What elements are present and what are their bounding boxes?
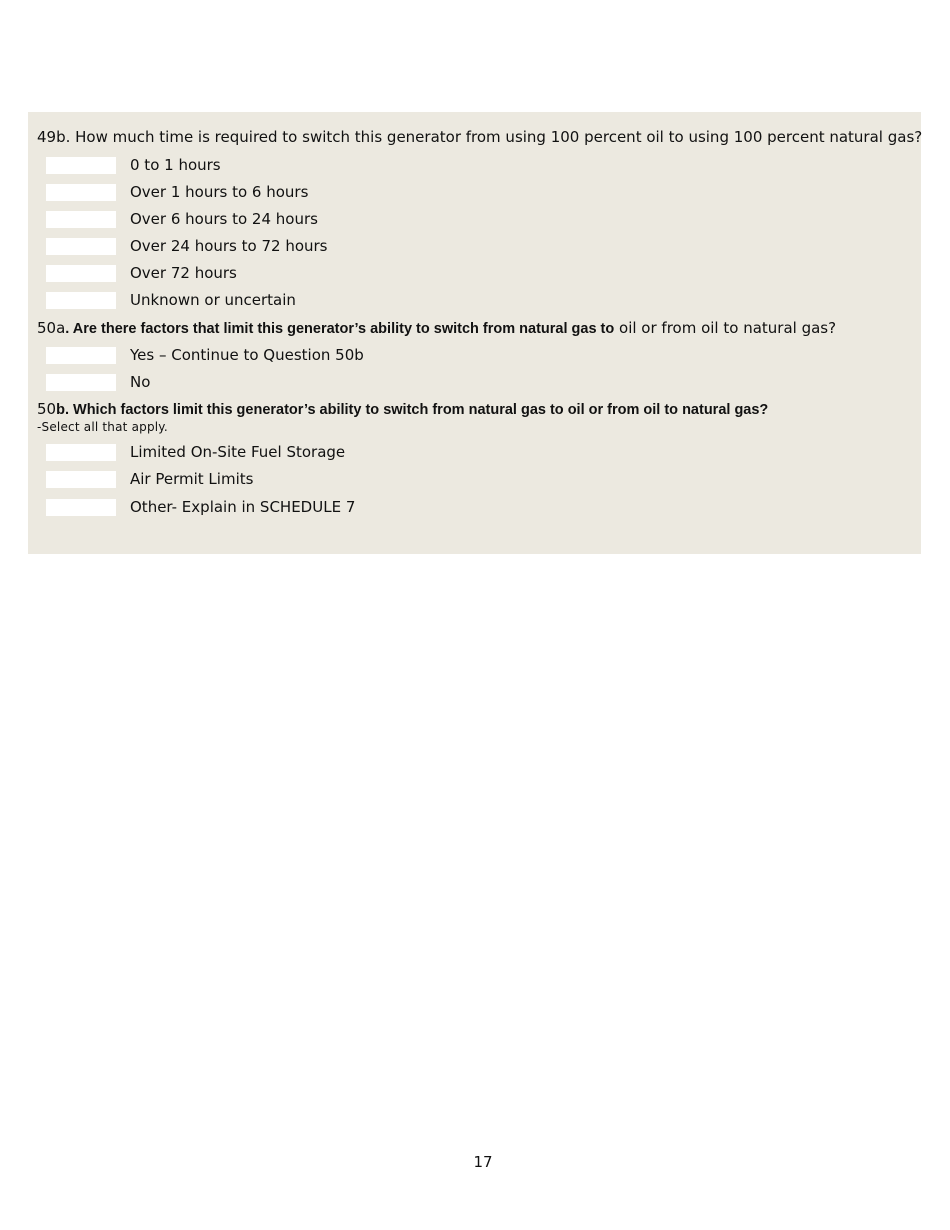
option-49b-over-24-to-72-hours [46,236,328,256]
option-label: Over 24 hours to 72 hours [130,237,328,255]
checkbox-50a-no[interactable] [46,374,116,391]
checkbox-49b-unknown[interactable] [46,292,116,309]
page-number: 17 [473,1153,493,1171]
option-label: Unknown or uncertain [130,291,296,309]
question-50a [37,318,836,339]
question-50b [37,399,768,420]
checkbox-50b-air-permit[interactable] [46,471,116,488]
option-49b-over-72-hours [46,263,237,283]
option-label: Other- Explain in SCHEDULE 7 [130,498,356,516]
checkbox-49b-over-6-to-24-hours[interactable] [46,211,116,228]
option-49b-unknown [46,290,296,310]
option-label: Over 1 hours to 6 hours [130,183,309,201]
question-number: 50 [37,400,57,418]
checkbox-49b-over-1-to-6-hours[interactable] [46,184,116,201]
option-label: Over 72 hours [130,264,237,282]
option-50a-yes [46,345,364,365]
option-50b-fuel-storage [46,442,345,462]
option-label: 0 to 1 hours [130,156,221,174]
question-text-plain: oil or from oil to natural gas? [614,319,837,337]
option-label: Limited On-Site Fuel Storage [130,443,346,461]
option-49b-over-6-to-24-hours [46,209,318,229]
option-49b-0-to-1-hours [46,155,221,175]
checkbox-49b-over-72-hours[interactable] [46,265,116,282]
checkbox-50b-other[interactable] [46,499,116,516]
option-49b-over-1-to-6-hours [46,182,308,202]
option-50b-air-permit [46,469,253,489]
question-text-bold: b. Which factors limit this generator’s ability to switch from natural gas to oil or from oil to natural gas? [56,402,769,418]
checkbox-50b-fuel-storage[interactable] [46,444,116,461]
instruction-select-all: -Select all that apply. [37,420,168,434]
option-50b-other [46,497,355,517]
option-50a-no [46,372,150,392]
option-label: No [130,373,151,391]
option-label: Over 6 hours to 24 hours [130,210,318,228]
question-text-bold: . Are there factors that limit this generator’s ability to switch from natural gas to [65,321,615,337]
option-label: Yes – Continue to Question 50b [130,346,364,364]
checkbox-49b-over-24-to-72-hours[interactable] [46,238,116,255]
question-number: 50a [37,319,66,337]
question-49b: 49b. How much time is required to switch this generator from using 100 percent oil to using 100 percent natural gas? [37,128,923,146]
checkbox-49b-0-to-1-hours[interactable] [46,157,116,174]
checkbox-50a-yes[interactable] [46,347,116,364]
option-label: Air Permit Limits [130,470,254,488]
form-panel [28,112,921,554]
